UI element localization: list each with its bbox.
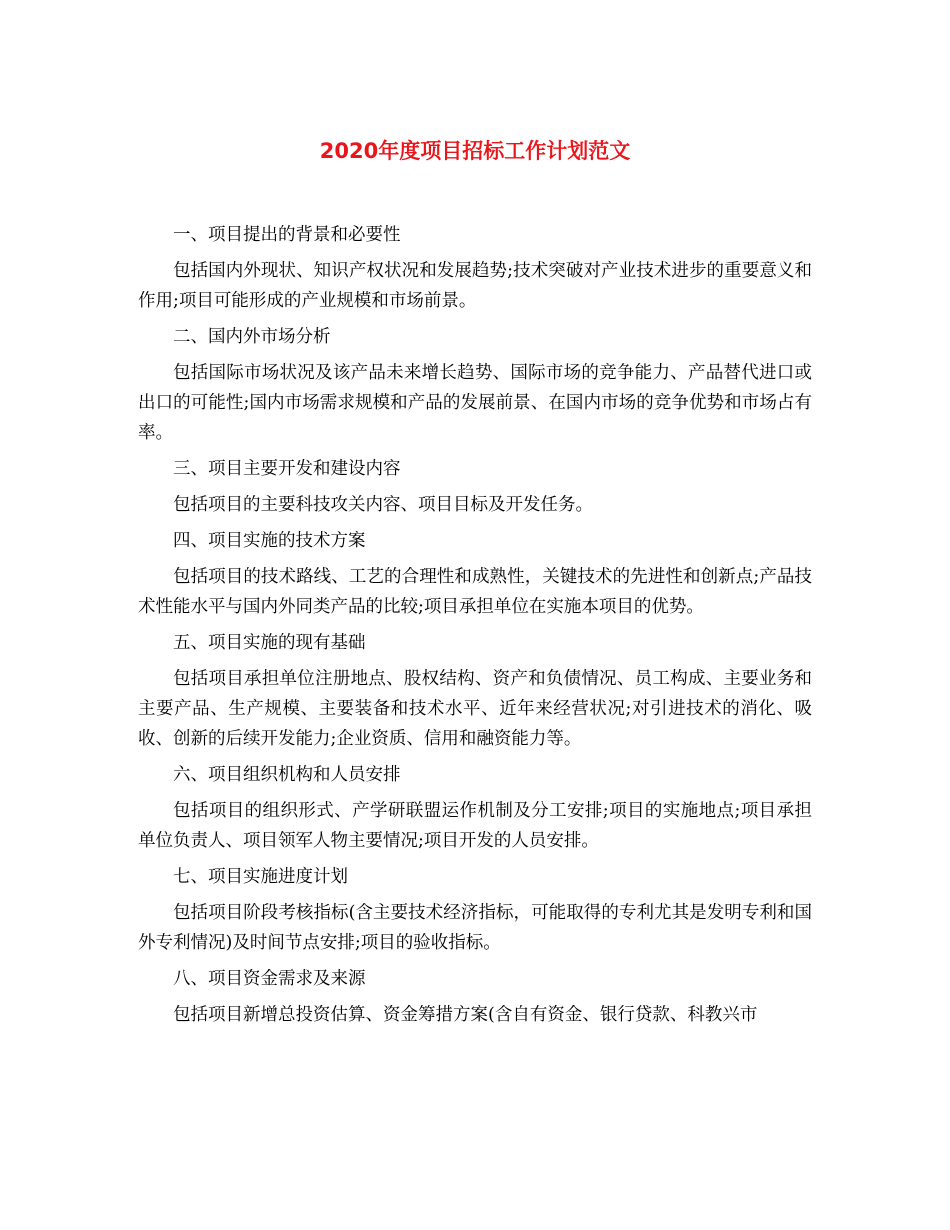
section-heading: 三、项目主要开发和建设内容: [173, 459, 401, 479]
section-paragraph: 包括项目新增总投资估算、资金筹措方案(含自有资金、银行贷款、科教兴市: [173, 1005, 758, 1025]
section-paragraph: 包括项目的主要科技攻关内容、项目目标及开发任务。: [173, 495, 593, 515]
section-heading: 七、项目实施进度计划: [173, 867, 348, 887]
section-heading: 一、项目提出的背景和必要性: [173, 225, 401, 245]
document-title: 2020年度项目招标工作计划范文: [319, 139, 631, 163]
section-paragraph: 包括项目的组织形式、产学研联盟运作机制及分工安排;项目的实施地点;项目承担单位负责人、项目领军人物主要情况;项目开发的人员安排。: [138, 801, 812, 851]
section-paragraph: 包括国内外现状、知识产权状况和发展趋势;技术突破对产业技术进步的重要意义和作用;项目可能形成的产业规模和市场前景。: [138, 261, 812, 311]
document-body: [138, 220, 812, 1036]
section-heading: 五、项目实施的现有基础: [173, 633, 366, 653]
section-heading: 八、项目资金需求及来源: [173, 969, 366, 989]
section-paragraph: 包括项目承担单位注册地点、股权结构、资产和负债情况、员工构成、主要业务和主要产品、生产规模、主要装备和技术水平、近年来经营状况;对引进技术的消化、吸收、创新的后续开发能力;企业资质、信用和融资能力等。: [138, 669, 812, 749]
section-heading: 六、项目组织机构和人员安排: [173, 765, 401, 785]
section-heading: 二、国内外市场分析: [173, 327, 331, 347]
section-heading: 四、项目实施的技术方案: [173, 531, 366, 551]
section-paragraph: 包括项目阶段考核指标(含主要技术经济指标，可能取得的专利尤其是发明专利和国外专利情况)及时间节点安排;项目的验收指标。: [138, 903, 812, 953]
section-paragraph: 包括国际市场状况及该产品未来增长趋势、国际市场的竞争能力、产品替代进口或出口的可能性;国内市场需求规模和产品的发展前景、在国内市场的竞争优势和市场占有率。: [138, 363, 812, 443]
section-paragraph: 包括项目的技术路线、工艺的合理性和成熟性，关键技术的先进性和创新点;产品技术性能水平与国内外同类产品的比较;项目承担单位在实施本项目的优势。: [138, 567, 812, 617]
